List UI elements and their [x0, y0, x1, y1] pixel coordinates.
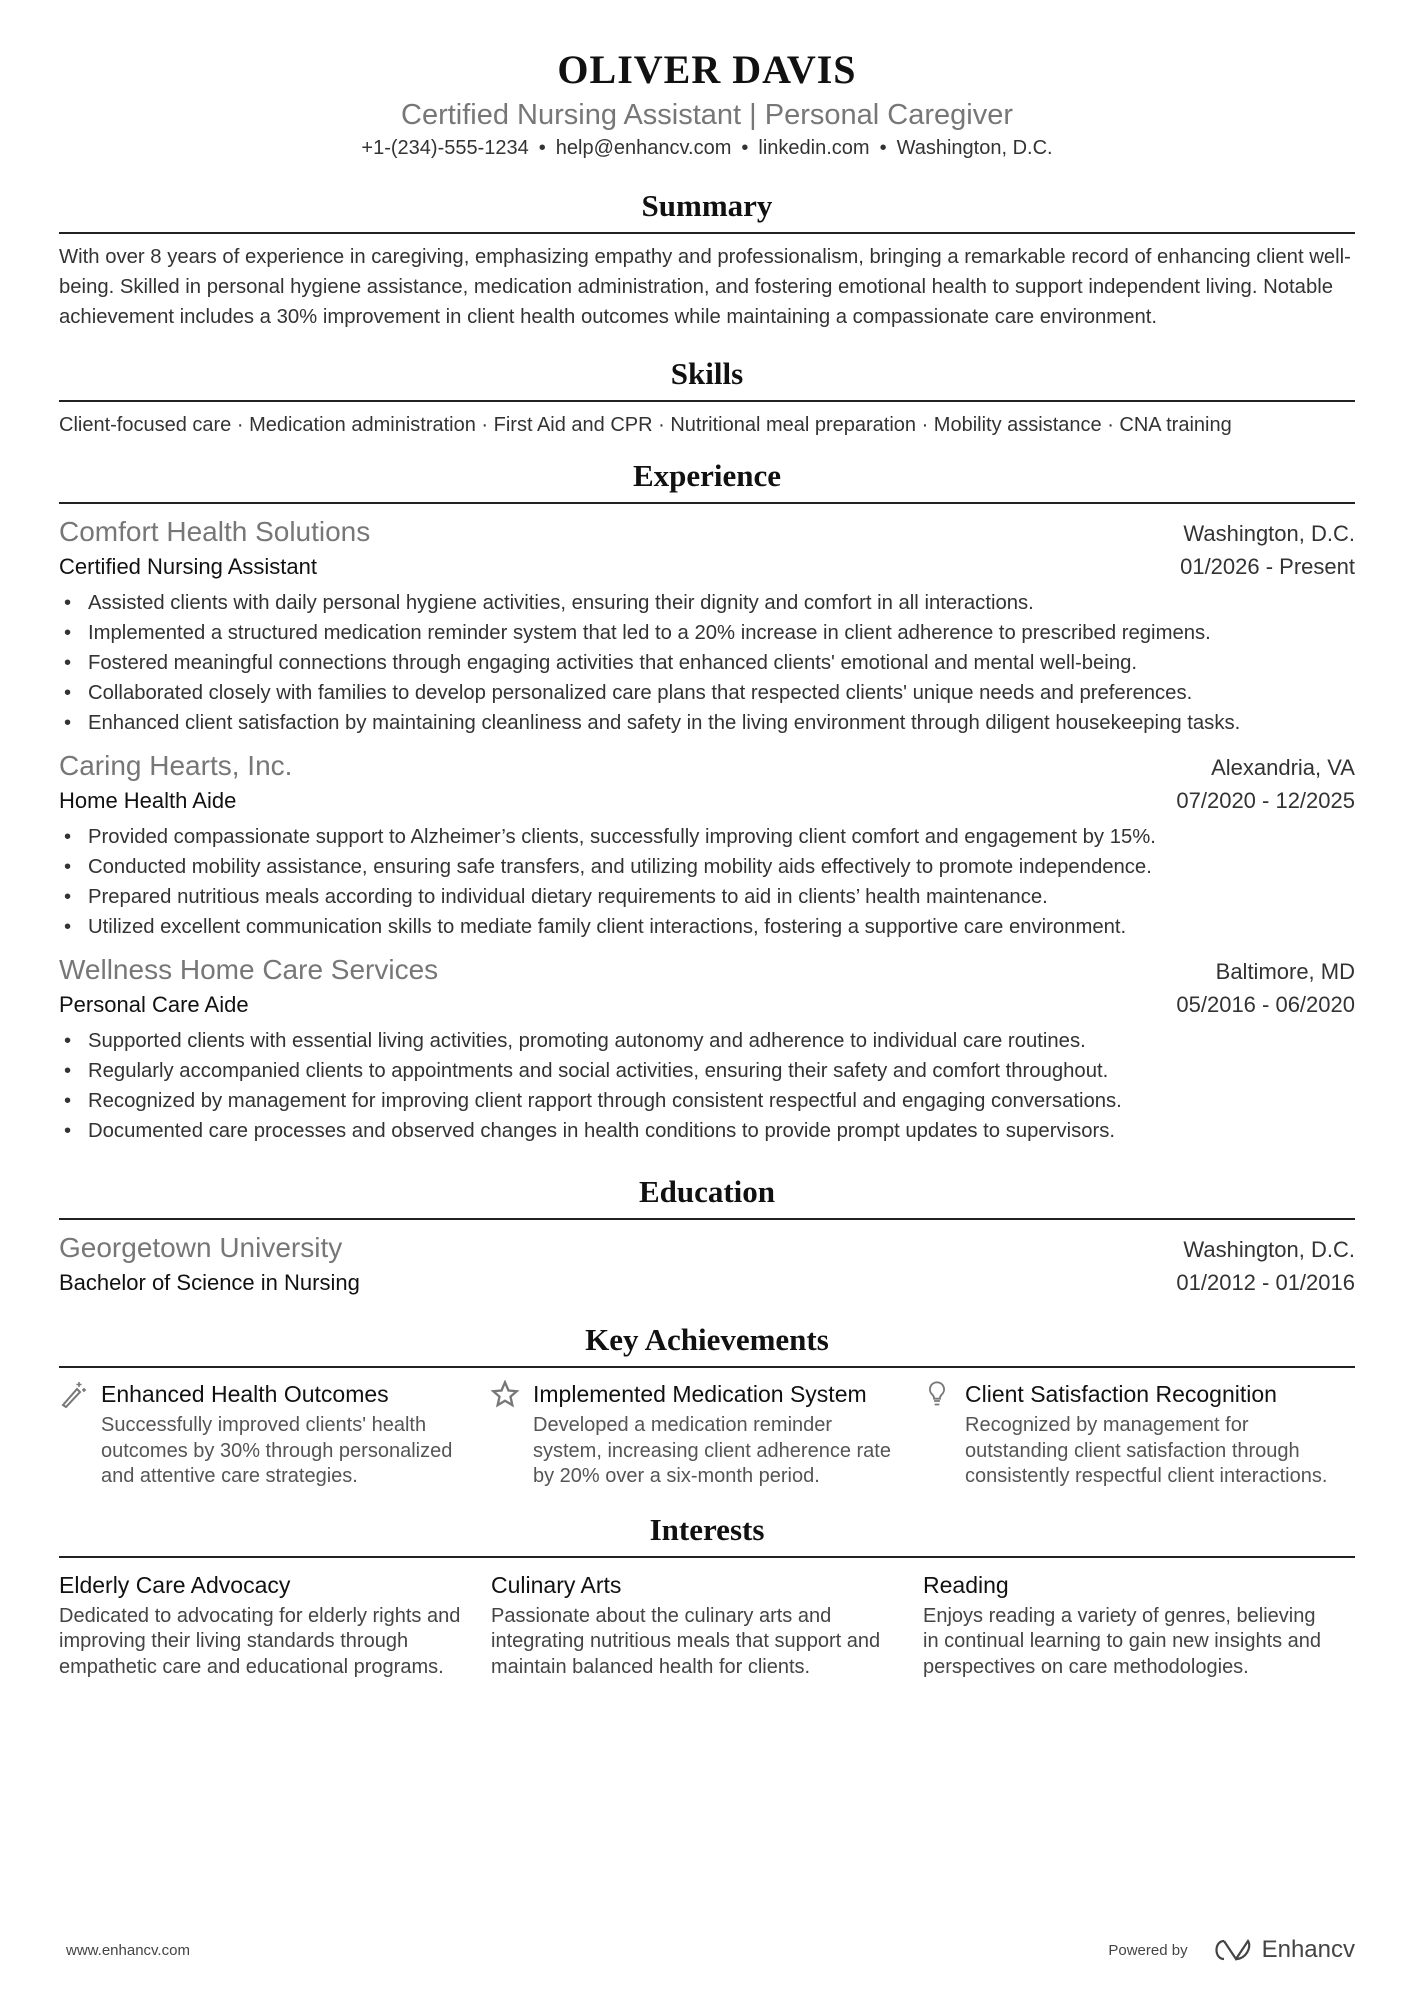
achievements-heading: Key Achievements: [59, 1320, 1355, 1368]
company-name: Caring Hearts, Inc.: [59, 750, 293, 781]
achievement-text: Developed a medication reminder system, increasing client adherence rate by 20% over a six-month period.: [533, 1414, 891, 1487]
achievement-title: Enhanced Health Outcomes: [101, 1381, 389, 1407]
star-icon: [491, 1380, 533, 1490]
education-heading: Education: [59, 1172, 1355, 1220]
powered-by-label: Powered by: [1108, 1941, 1188, 1959]
job-location: Alexandria, VA: [1211, 755, 1355, 780]
job-bullets: [59, 588, 1355, 738]
candidate-name: OLIVER DAVIS: [557, 47, 857, 92]
job-bullet: • Fostered meaningful connections through engaging activities that enhanced clients' emotional and mental well-being.: [59, 648, 1355, 678]
achievement-text: Recognized by management for outstanding client satisfaction through consistently respectful client interactions.: [965, 1414, 1328, 1487]
job-bullet: • Assisted clients with daily personal hygiene activities, ensuring their dignity and comfort in all interactions.: [59, 588, 1355, 618]
enhancv-logo-icon: [1210, 1937, 1254, 1963]
contact-line: +1-(234)-555-1234 • help@enhancv.com • linkedin.com • Washington, D.C.: [361, 137, 1053, 159]
job-location: Washington, D.C.: [1183, 521, 1355, 546]
interests-list: [59, 1570, 1355, 1681]
achievement-item: [59, 1380, 491, 1490]
interest-text: Passionate about the culinary arts and integrating nutritious meals that support and maintain balanced health for clients.: [491, 1604, 881, 1678]
location: Washington, D.C.: [896, 137, 1053, 159]
job-role: Personal Care Aide: [59, 992, 249, 1017]
footer: [66, 1936, 1355, 1964]
enhancv-logo[interactable]: [1210, 1936, 1355, 1964]
achievement-item: [491, 1380, 923, 1490]
achievement-title: Client Satisfaction Recognition: [965, 1381, 1277, 1407]
job-entry: [59, 952, 1355, 1146]
skills-list: Client-focused care · Medication administration · First Aid and CPR · Nutritional meal preparation · Mobility assistance · CNA training: [59, 414, 1232, 436]
job-bullets: [59, 1026, 1355, 1146]
interest-item: [59, 1570, 491, 1681]
interest-item: [923, 1570, 1355, 1681]
interest-text: Enjoys reading a variety of genres, believing in continual learning to gain new insights and perspectives on care methodologies.: [923, 1604, 1322, 1678]
experience-list: [59, 514, 1355, 1146]
phone: +1-(234)-555-1234: [361, 137, 529, 159]
job-bullet: • Collaborated closely with families to develop personalized care plans that respected clients' unique needs and preferences.: [59, 678, 1355, 708]
interests-heading: Interests: [59, 1510, 1355, 1558]
skills-heading: Skills: [59, 354, 1355, 402]
job-dates: 07/2020 - 12/2025: [1176, 788, 1355, 813]
job-bullet: • Prepared nutritious meals according to individual dietary requirements to aid in clients’ health maintenance.: [59, 882, 1355, 912]
job-bullet: • Provided compassionate support to Alzheimer’s clients, successfully improving client comfort and engagement by 15%.: [59, 822, 1355, 852]
interest-title: Elderly Care Advocacy: [59, 1571, 291, 1598]
achievement-title: Implemented Medication System: [533, 1381, 867, 1407]
email-link[interactable]: help@enhancv.com: [555, 137, 732, 159]
achievement-item: [923, 1380, 1355, 1490]
experience-heading: Experience: [59, 456, 1355, 504]
job-bullet: • Supported clients with essential living activities, promoting autonomy and adherence to individual care routines.: [59, 1026, 1355, 1056]
summary-text: With over 8 years of experience in caregiving, emphasizing empathy and professionalism, bringing a remarkable record of enhancing client well-being. Skilled in personal hygiene assistance, medication administration, and fostering emotional health to support independent living. Notable achievement includes a 30% improvement in client health outcomes while maintaining a compassionate care environment.: [59, 246, 1351, 328]
lightbulb-icon: [923, 1380, 965, 1490]
job-bullet: • Enhanced client satisfaction by maintaining cleanliness and safety in the living environment through diligent housekeeping tasks.: [59, 708, 1355, 738]
school-location: Washington, D.C.: [1183, 1237, 1355, 1262]
job-entry: [59, 514, 1355, 738]
job-bullet: • Regularly accompanied clients to appointments and social activities, ensuring their safety and comfort throughout.: [59, 1056, 1355, 1086]
degree: Bachelor of Science in Nursing: [59, 1270, 360, 1295]
achievements-list: [59, 1380, 1355, 1490]
enhancv-logo-text: Enhancv: [1261, 1936, 1355, 1963]
interest-text: Dedicated to advocating for elderly rights and improving their living standards through empathetic care and educational programs.: [59, 1604, 461, 1678]
education-dates: 01/2012 - 01/2016: [1176, 1270, 1355, 1295]
job-bullet: • Documented care processes and observed changes in health conditions to provide prompt updates to supervisors.: [59, 1116, 1355, 1146]
job-bullets: [59, 822, 1355, 942]
job-dates: 01/2026 - Present: [1180, 554, 1355, 579]
school-name: Georgetown University: [59, 1232, 343, 1263]
interest-title: Culinary Arts: [491, 1571, 622, 1598]
job-bullet: • Conducted mobility assistance, ensuring safe transfers, and utilizing mobility aids effectively to promote independence.: [59, 852, 1355, 882]
resume: [59, 46, 1355, 1680]
job-location: Baltimore, MD: [1215, 959, 1355, 984]
candidate-title: Certified Nursing Assistant | Personal Caregiver: [401, 99, 1013, 131]
achievement-text: Successfully improved clients' health outcomes by 30% through personalized and attentive care strategies.: [101, 1414, 453, 1487]
magic-wand-icon: [59, 1380, 101, 1490]
job-role: Certified Nursing Assistant: [59, 554, 317, 579]
job-entry: [59, 748, 1355, 942]
website-link[interactable]: www.enhancv.com: [66, 1941, 190, 1959]
interest-item: [491, 1570, 923, 1681]
job-bullet: • Utilized excellent communication skills to mediate family client interactions, fostering a supportive care environment.: [59, 912, 1355, 942]
job-dates: 05/2016 - 06/2020: [1176, 992, 1355, 1017]
job-bullet: • Recognized by management for improving client rapport through consistent respectful and engaging conversations.: [59, 1086, 1355, 1116]
powered-by: [1108, 1936, 1355, 1964]
education-entry: [59, 1230, 1355, 1300]
company-name: Wellness Home Care Services: [59, 954, 439, 985]
company-name: Comfort Health Solutions: [59, 516, 371, 547]
linkedin-link[interactable]: linkedin.com: [758, 137, 870, 159]
summary-heading: Summary: [59, 186, 1355, 234]
job-role: Home Health Aide: [59, 788, 237, 813]
job-bullet: • Implemented a structured medication reminder system that led to a 20% increase in client adherence to prescribed regimens.: [59, 618, 1355, 648]
interest-title: Reading: [923, 1571, 1009, 1598]
